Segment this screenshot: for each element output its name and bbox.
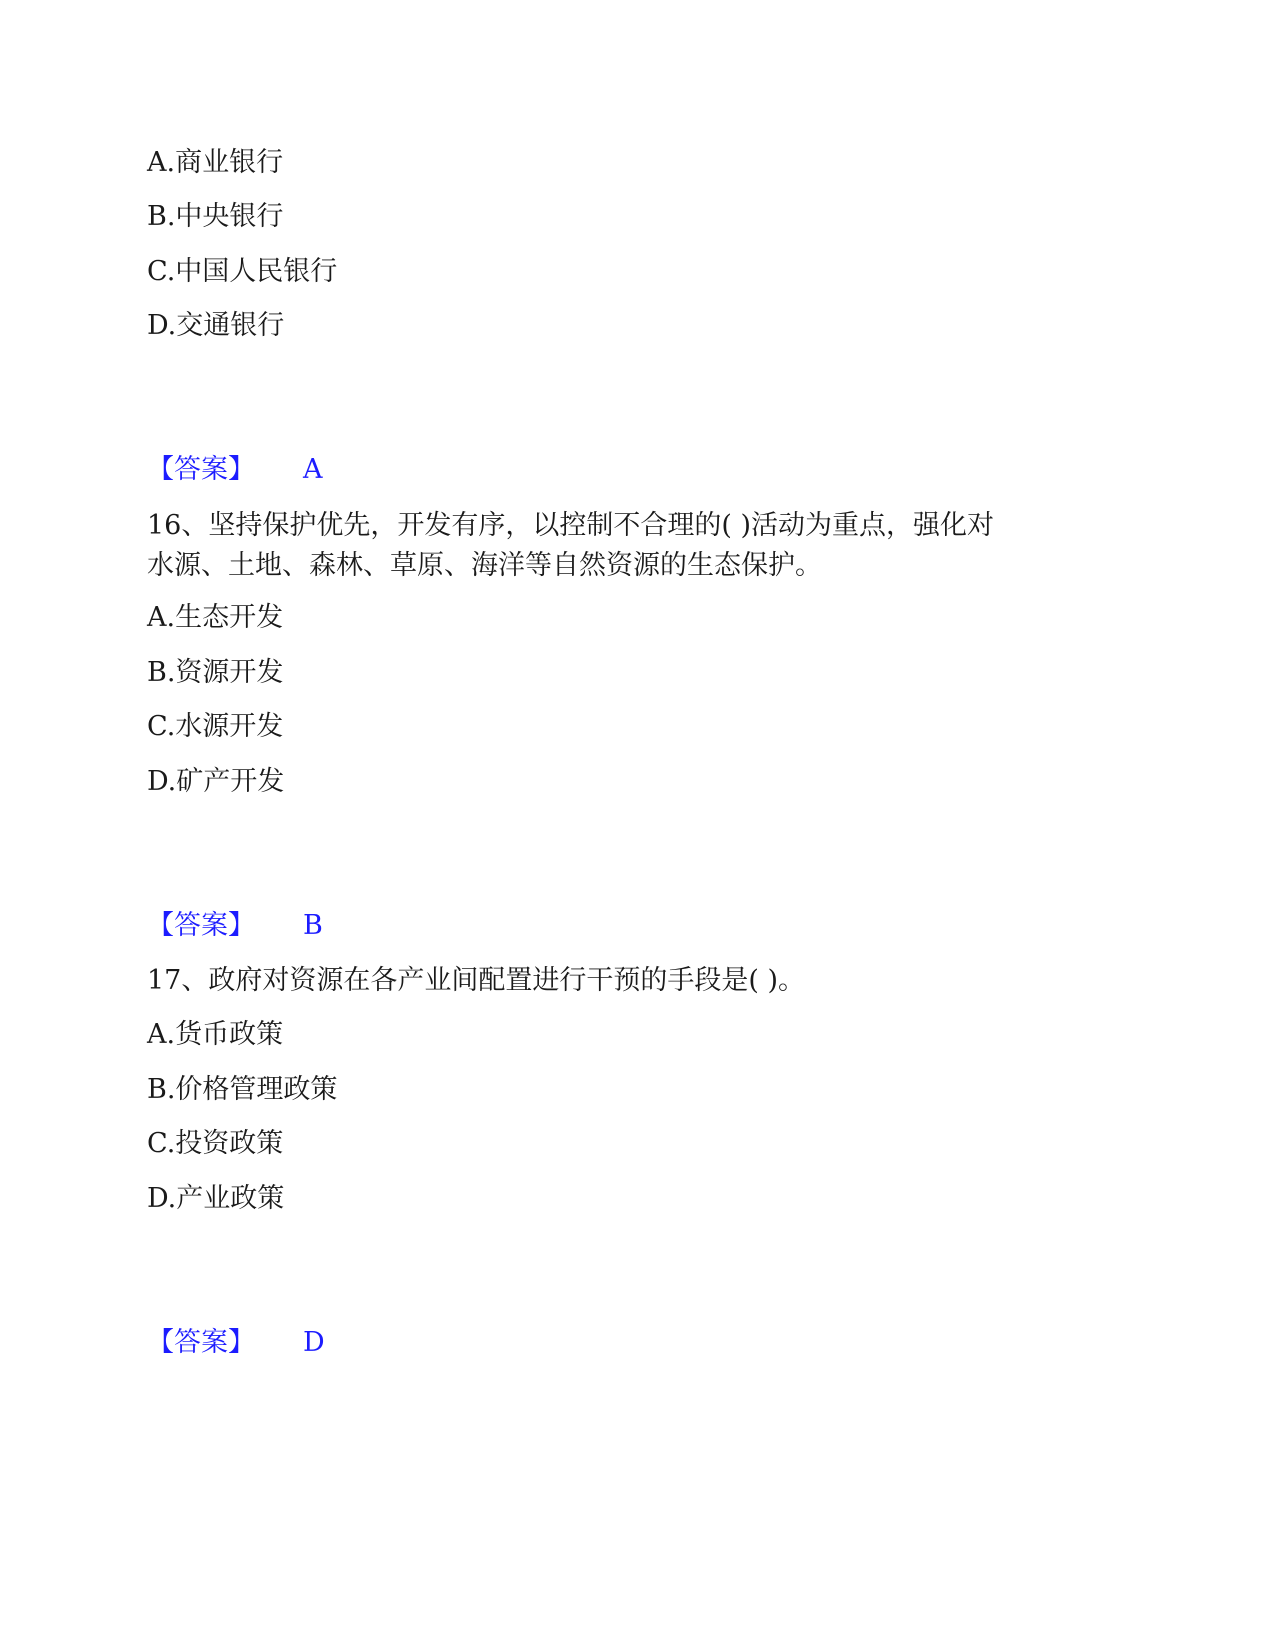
q17-option-d: D.产业政策 — [147, 1183, 285, 1214]
q16-option-c: C.水源开发 — [147, 711, 284, 742]
q15-option-c: C.中国人民银行 — [147, 256, 338, 287]
answer-value: A — [303, 454, 323, 485]
q15-option-d: D.交通银行 — [147, 310, 285, 341]
q17-answer — [147, 1323, 325, 1363]
q16-option-b: B.资源开发 — [147, 657, 284, 688]
q16-question-line2: 水源、土地、森林、草原、海洋等自然资源的生态保护。 — [147, 550, 822, 581]
q16-question-line1: 16、坚持保护优先，开发有序，以控制不合理的( )活动为重点，强化对 — [147, 510, 995, 541]
q15-option-a: A.商业银行 — [147, 147, 284, 178]
q17-question: 17、政府对资源在各产业间配置进行干预的手段是( )。 — [147, 965, 806, 996]
answer-value: B — [303, 910, 323, 941]
q16-option-d: D.矿产开发 — [147, 766, 285, 797]
q15-answer — [147, 450, 323, 490]
q16-question — [147, 506, 1107, 586]
answer-label: 【答案】 — [147, 454, 255, 485]
q16-option-a: A.生态开发 — [147, 602, 284, 633]
q17-option-b: B.价格管理政策 — [147, 1074, 338, 1105]
q17-option-c: C.投资政策 — [147, 1128, 284, 1159]
answer-label: 【答案】 — [147, 1327, 255, 1358]
q16-answer — [147, 906, 323, 946]
q17-option-a: A.货币政策 — [147, 1019, 284, 1050]
q15-option-b: B.中央银行 — [147, 201, 284, 232]
answer-label: 【答案】 — [147, 910, 255, 941]
answer-value: D — [303, 1327, 325, 1358]
